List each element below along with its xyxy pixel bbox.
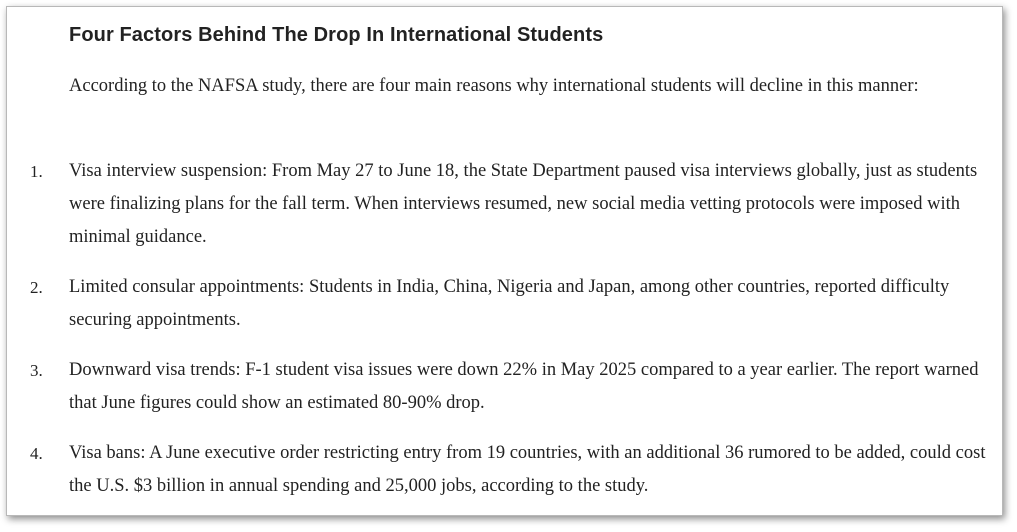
list-item-number: 4. <box>30 444 43 463</box>
article-excerpt <box>6 6 1003 516</box>
intro-paragraph: According to the NAFSA study, there are four main reasons why international students will decline in this manner: <box>69 76 919 96</box>
list-item <box>7 354 1002 420</box>
list-item-text: Visa bans: A June executive order restricting entry from 19 countries, with an additional 36 rumored to be added, could cost the U.S. $3 billion in annual spending and 25,000 jobs, according to the study. <box>69 443 986 496</box>
list-item-number: 3. <box>30 361 43 380</box>
list-item-number: 2. <box>30 278 43 297</box>
list-item <box>7 155 1002 254</box>
reasons-list <box>7 155 1002 503</box>
list-item <box>7 271 1002 337</box>
list-item-text: Downward visa trends: F-1 student visa issues were down 22% in May 2025 compared to a year earlier. The report warned that June figures could show an estimated 80-90% drop. <box>69 360 979 413</box>
list-item-text: Limited consular appointments: Students in India, China, Nigeria and Japan, among other countries, reported difficulty securing appointments. <box>69 277 950 330</box>
section-heading: Four Factors Behind The Drop In International Students <box>69 24 604 46</box>
list-item-number: 1. <box>30 162 43 181</box>
list-item <box>7 437 1002 503</box>
list-item-text: Visa interview suspension: From May 27 to June 18, the State Department paused visa interviews globally, just as students were finalizing plans for the fall term. When interviews resumed, new social media vetting protocols were imposed with minimal guidance. <box>69 161 978 247</box>
